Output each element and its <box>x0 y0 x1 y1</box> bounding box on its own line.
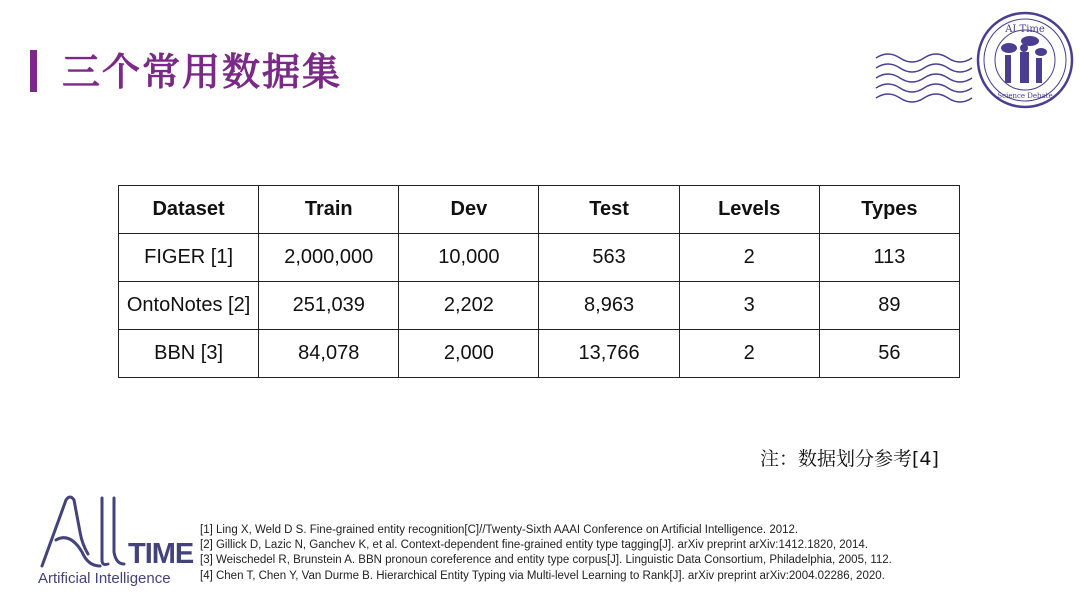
table-cell: 10,000 <box>399 234 539 282</box>
table-cell: 2,000,000 <box>259 234 399 282</box>
table-cell: FIGER [1] <box>119 234 259 282</box>
reference-item: [4] Chen T, Chen Y, Van Durme B. Hierarchical Entity Typing via Multi-level Learning to Rank[J]. arXiv preprint arXiv:2004.02286, 2020. <box>200 569 885 582</box>
table-cell: 2,000 <box>399 330 539 378</box>
table-cell: 2,202 <box>399 282 539 330</box>
table-cell: 84,078 <box>259 330 399 378</box>
table-cell: 56 <box>819 330 959 378</box>
stamp-bottom-text: Science Debate <box>997 92 1053 100</box>
column-header: Types <box>819 186 959 234</box>
table-row <box>119 330 960 378</box>
column-header: Levels <box>679 186 819 234</box>
table-cell: 2 <box>679 330 819 378</box>
ai-time-stamp-icon <box>872 8 1077 113</box>
table-row <box>119 282 960 330</box>
reference-item: [3] Weischedel R, Brunstein A. BBN pronoun coreference and entity type corpus[J]. Linguistic Data Consortium, Philadelphia, 2005, 112. <box>200 554 892 567</box>
table-cell: 251,039 <box>259 282 399 330</box>
table-row <box>119 234 960 282</box>
table-cell: BBN [3] <box>119 330 259 378</box>
table-cell: 563 <box>539 234 679 282</box>
column-header: Dev <box>399 186 539 234</box>
dataset-table <box>118 185 960 378</box>
table-cell: 89 <box>819 282 959 330</box>
title-accent-bar <box>30 50 37 92</box>
table-cell: 13,766 <box>539 330 679 378</box>
table-cell: 2 <box>679 234 819 282</box>
column-header: Dataset <box>119 186 259 234</box>
table-cell: 8,963 <box>539 282 679 330</box>
table-cell: 3 <box>679 282 819 330</box>
reference-item: [2] Gillick D, Lazic N, Ganchev K, et al. Context-dependent fine-grained entity type tagging[J]. arXiv preprint arXiv:1412.1820, 2014. <box>200 539 869 552</box>
column-header: Test <box>539 186 679 234</box>
logo-tagline: Artificial Intelligence <box>38 570 171 587</box>
logo-brand-text: TIME <box>128 538 194 570</box>
slide-title: 三个常用数据集 <box>62 50 343 94</box>
table-cell: OntoNotes [2] <box>119 282 259 330</box>
reference-item: [1] Ling X, Weld D S. Fine-grained entity recognition[C]//Twenty-Sixth AAAI Conference on Artificial Intelligence. 2012. <box>200 524 799 536</box>
stamp-top-text: AI Time <box>1005 24 1045 35</box>
table-cell: 113 <box>819 234 959 282</box>
split-note: 注：数据划分参考[4] <box>760 448 939 470</box>
column-header: Train <box>259 186 399 234</box>
table-header-row <box>119 186 960 234</box>
references-list <box>200 523 1070 584</box>
